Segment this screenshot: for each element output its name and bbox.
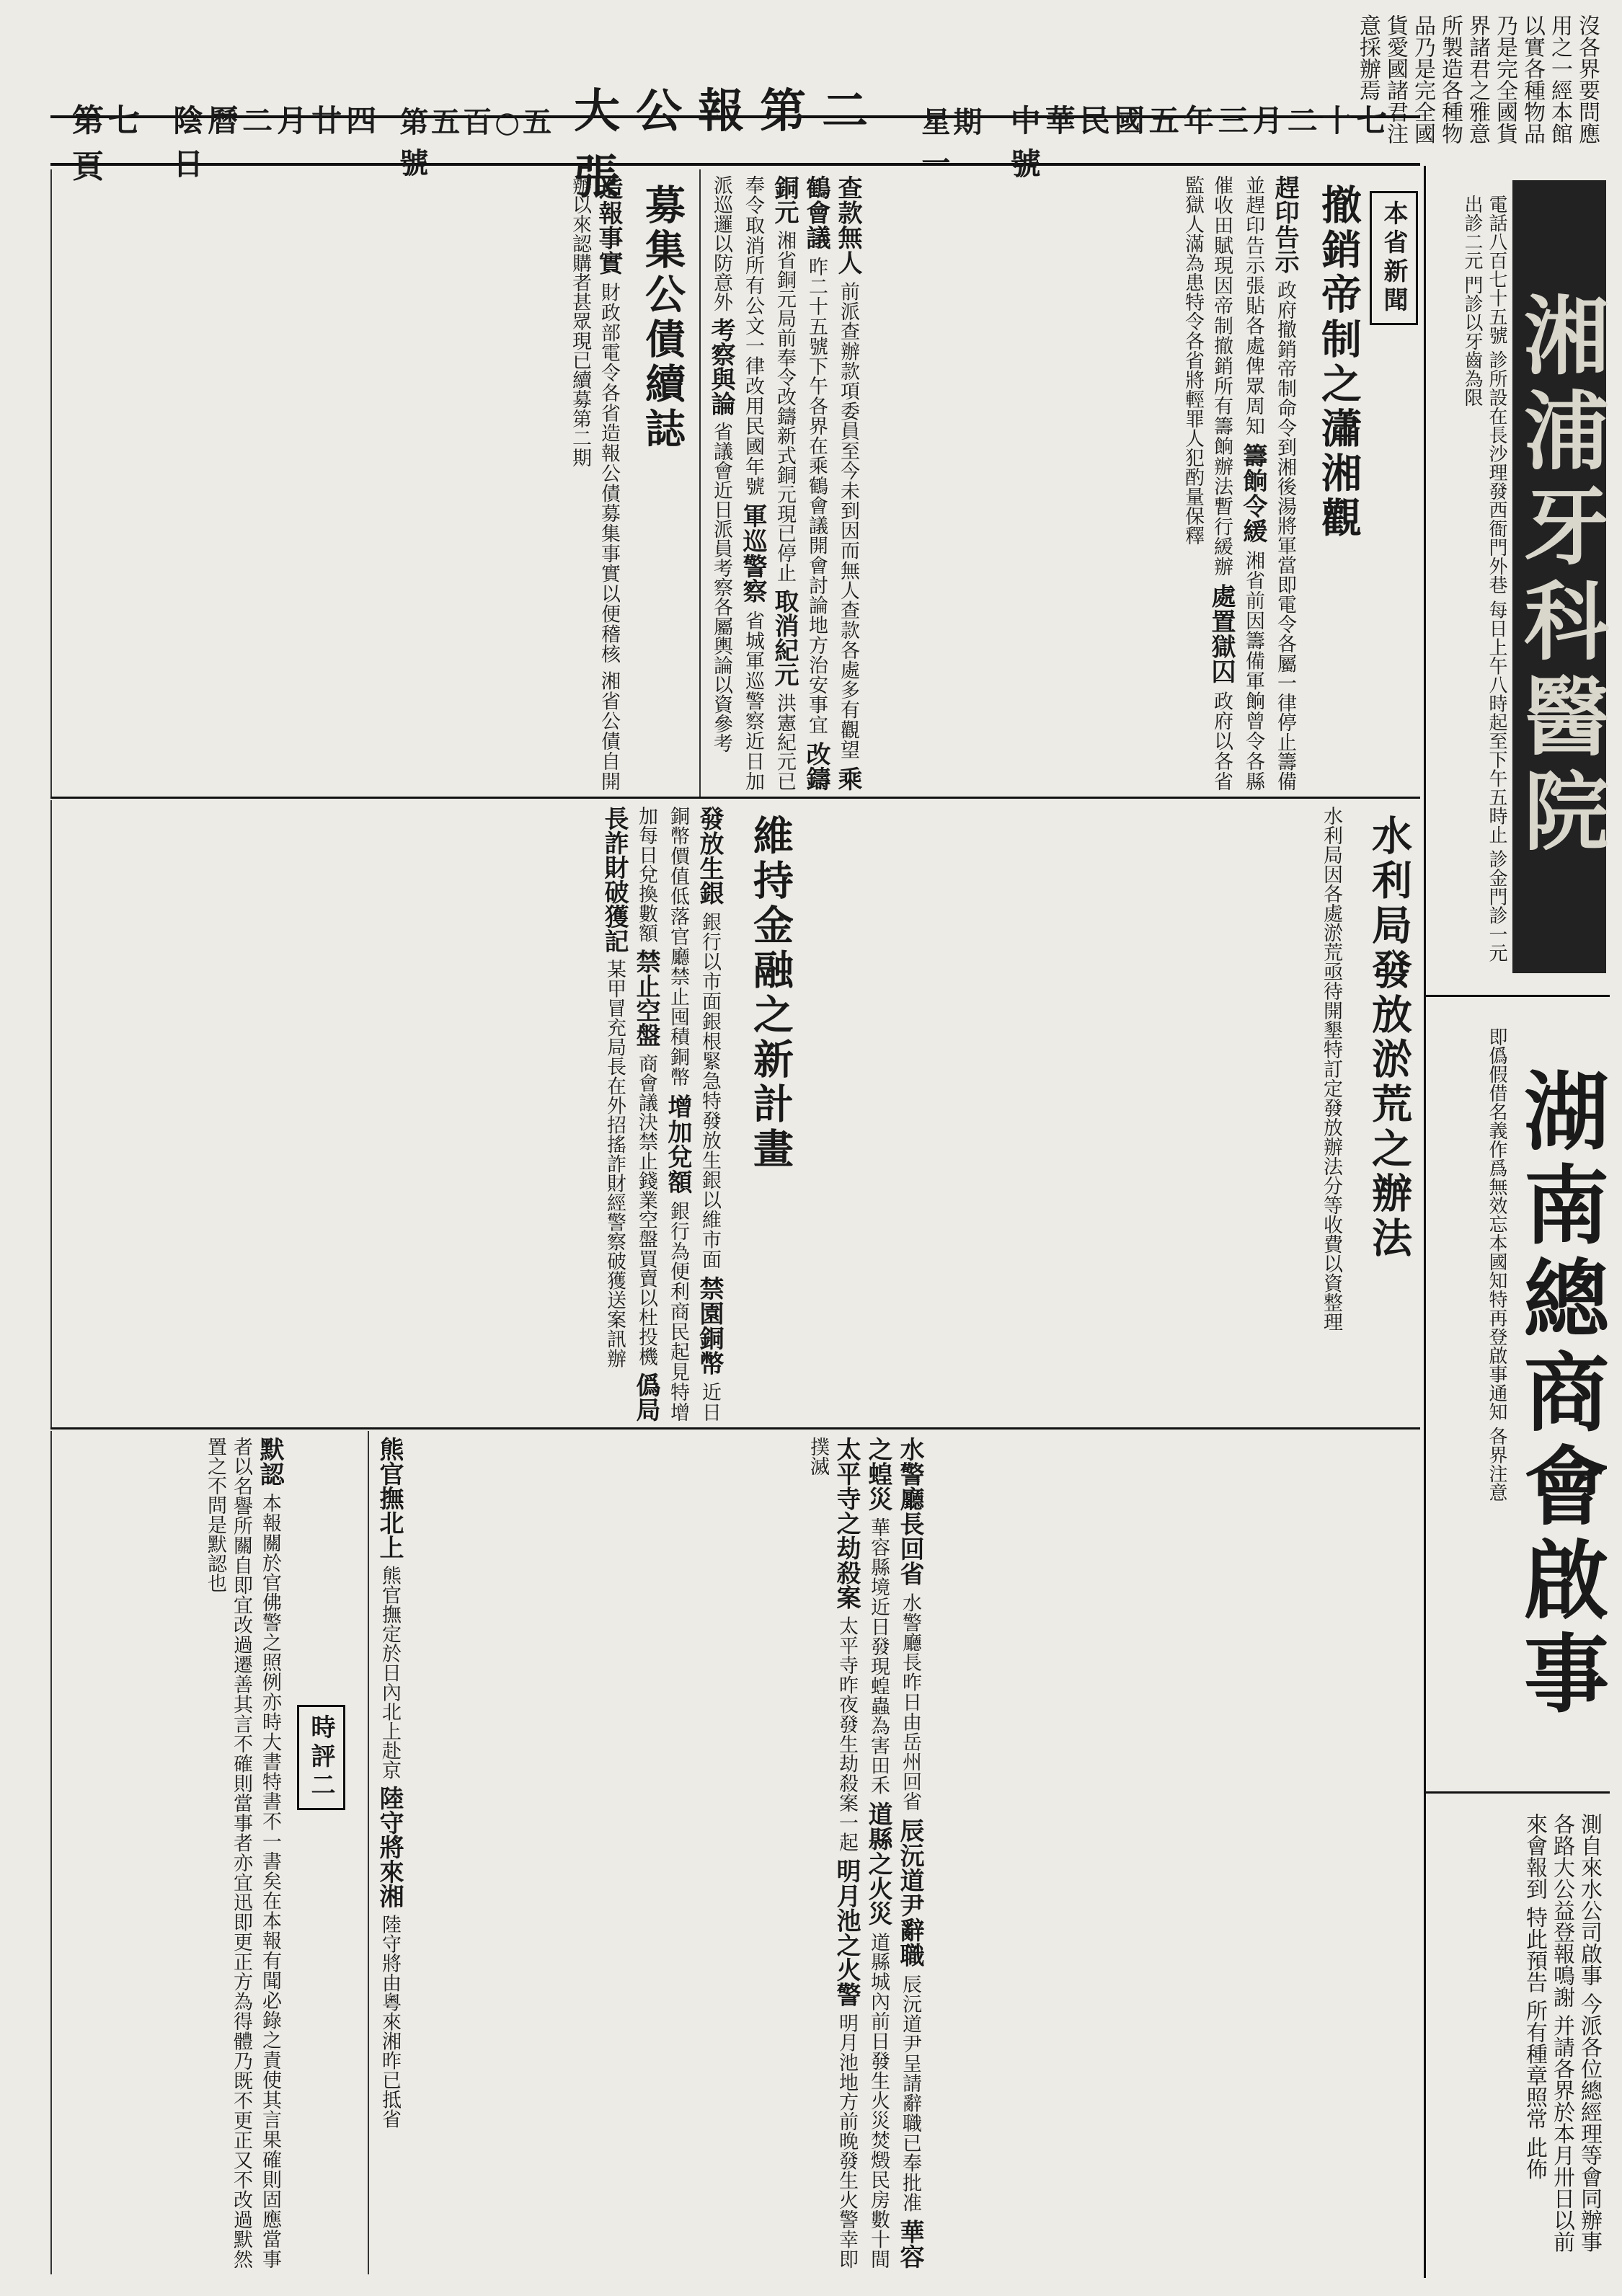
article-text: 政府以各省監獄人滿為患特令各省將輕罪人犯酌量保釋 [1182,175,1233,792]
article-text: 省城軍巡警察近日加派巡邏以防意外 [710,175,764,792]
article-heading: 乘鶴會議 [802,175,862,792]
article-column [701,169,868,797]
article-text: 銀行為便利商民起見特增加每日兌換數額 [635,806,689,1422]
article-heading: 明月池之火警 [832,1858,861,2007]
ad-title: 湘浦牙科醫院 [1512,180,1606,973]
article-heading: 造報事實 [594,175,623,276]
article-text: 辰沅道尹呈請辭職已奉批准 [899,1974,921,2213]
local-news-block [1045,169,1420,797]
water-headline: 水利局發放淤荒之辦法 [1365,815,1413,1262]
editorial-column [52,1431,290,2274]
local-news-block-2 [699,169,1047,797]
ad-body: 即僞假借名義作爲無效忘本國知特再登啟事通知 各界注意 [1486,1027,1507,1502]
article-text: 水警廳長昨日由岳州回省 [899,1592,921,1812]
article-heading: 禁園銅幣 [695,1276,724,1376]
article-column [52,169,629,797]
article-text: 太平寺昨夜發生劫殺案一起 [836,1615,858,1853]
briefs-block-2 [368,1431,802,2274]
article-text: 道縣城內前日發生火災焚燬民房數十間 [867,1932,890,2269]
article-text: 湘省前因籌備軍餉曾令各縣催收田賦現因帝制撤銷所有籌餉辦法暫行緩辦 [1210,175,1264,792]
article-heading: 華容之蝗災 [864,1437,924,2269]
article-heading: 太平寺之劫殺案 [832,1437,861,1610]
masthead [50,84,1420,205]
article-heading: 軍巡警察 [738,503,767,604]
article-text: 財政部電令各省造報公債募集事實以便稽核 [598,282,620,665]
ad-title: 湖南總商會啟事 [1510,1067,1610,1723]
editorial-block [50,1431,369,2274]
article-text: 湘省銅元局前奉令改鑄新式銅元現已停止 [774,230,796,582]
paper-title: 大公報第二張 [574,84,885,205]
article-heading: 陸守將來湘 [375,1786,404,1909]
article-heading: 查款無人 [833,175,862,275]
lunar-date: 陰曆二月廿四日 [173,103,381,182]
editorial-text: 本報關於官佛警之照例亦時大書特書不一書矣在本報有聞必錄之責使其言果確則固應當事者以名譽所關自即宜改過遷善其言不確則當事者亦宜迅即更正方為得體乃既不更正又不改過默然置之不問是默認也 [204,1437,281,2269]
article-text: 近日銅幣價值低落官廳禁止囤積銅幣 [667,806,721,1422]
article-heading: 籌餉令緩 [1238,443,1267,544]
weekday: 星期一 [921,105,985,180]
article-column [1045,169,1305,797]
main-headline: 撤銷帝制之瀟湘觀 [1315,184,1362,541]
finance-block [50,800,802,1427]
article-text: 昨二十五號下午各界在乘鶴會議開會討論地方治安事宜 [805,257,828,735]
publication-date: 中華民國五年三月二十七號 [1010,103,1391,182]
advertisement-chamber-of-commerce [1426,998,1610,1794]
article-text: 明月池地方前晚發生火警幸即撲滅 [807,1437,858,2269]
article-heading: 趕印告示 [1270,175,1299,274]
issue-number: 第五百○五號 [399,105,555,180]
debt-headline: 募集公債續誌 [639,184,686,452]
article-heading: 取消紀元 [770,588,799,687]
article-heading: 水警廳長回省 [895,1437,924,1587]
article-heading: 改鑄銅元 [770,175,830,792]
article-text: 銀行以市面銀根緊急特發放生銀以維市面 [699,912,721,1270]
article-text: 陸守將由粵來湘昨已抵省 [378,1914,401,2129]
article-column [369,1431,409,2274]
article-text: 湘省公債自開辦以來認購者甚眾現已續募第二期 [569,175,620,792]
article-heading: 增加兌額 [663,1094,692,1194]
article-heading: 僞局長詐財破獲記 [600,806,660,1422]
article-text: 前派查辦款項委員至今未到因而無人查款各處多有觀望 [837,281,859,760]
article-text: 洪憲紀元已奉令取消所有公文一律改用民國年號 [742,175,796,791]
article-text: 省議會近日派員考察各屬輿論以資參考 [710,422,732,753]
ad-body: 電話八百七十五號 診所設在長沙理發西衙門外巷 每日上午八時起至下午五時止 診金門診一元 出診二元 門診以牙齒為限 [1461,195,1507,962]
article-text: 政府撤銷帝制命令到湘後湯將軍當即電令各屬一律停止籌備並趕印告示張貼各處俾眾周知 [1242,175,1296,792]
briefs-block [800,1431,1420,2274]
corner-notice: 沒各界要問應用之一經本館以實各種物品乃是完全國貨界諸君之雅意所製造各種物品乃是完全國貨愛國諸君注意採辦焉 [1355,14,1600,144]
public-debt-block [50,169,701,797]
article-text: 熊官撫定於日內北上赴京 [378,1565,401,1780]
article-text: 某甲冒充局長在外招搖詐財經警察破獲送案訊辦 [603,959,626,1368]
water-conservancy-block [800,800,1420,1427]
advertisement-notice [1426,1799,1610,2274]
advertisement-dental [1426,166,1610,997]
news-tier-1 [50,169,1420,799]
article-heading: 道縣之火災 [864,1801,892,1926]
section-label: 本省新聞 [1370,191,1418,325]
article-column [52,800,730,1427]
news-tier-3 [50,1431,1420,2274]
article-column [800,1431,930,2274]
finance-headline: 維持金融之新計畫 [747,815,794,1172]
editorial-label: 時評二 [297,1705,345,1810]
article-text: 水利局因各處淤荒亟待開墾特訂定發放辦法分等收費以資整理 [1320,806,1342,1331]
editorial-title: 默認 [255,1437,284,1487]
news-tier-2 [50,800,1420,1430]
article-heading: 禁止空盤 [631,949,660,1047]
article-heading: 處置獄囚 [1207,583,1236,685]
article-text: 商會議決禁止錢業空盤買賣以杜投機 [635,1053,657,1367]
article-heading: 辰沅道尹辭職 [895,1817,924,1968]
article-text: 華容縣境近日發現蝗蟲為害田禾 [867,1517,890,1796]
article-heading: 考察與論 [706,317,735,416]
advertisement-column [1424,166,1610,2278]
article-heading: 熊官撫北上 [375,1437,404,1559]
page-number: 第七頁 [72,102,144,185]
article-heading: 發放生銀 [695,806,724,906]
ad-body: 測自來水公司啟事 今派各位總經理等會同辦事各路大公益登報鳴謝 并請各界於本月卅日以前來會報到 特此預告 所有種章照常 此佈 [1522,1813,1602,2253]
